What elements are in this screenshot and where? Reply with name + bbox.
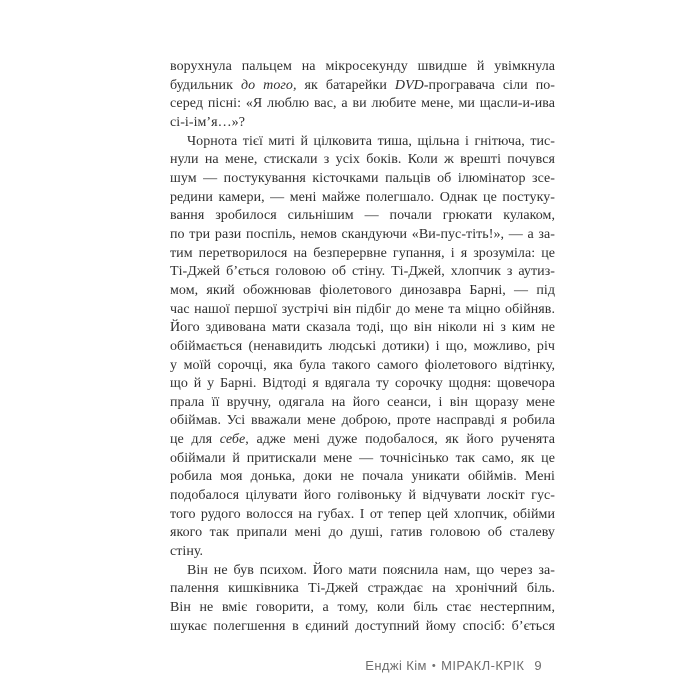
text-segment: тим перетворилося на безперервне гупання, і я зрозуміла: це xyxy=(170,245,555,261)
text-segment: того рудого волосся на губах. І от тепер цей хлопчик, обійми xyxy=(170,506,555,522)
text-segment: це для xyxy=(170,432,220,448)
text-line xyxy=(170,543,555,562)
text-segment: час нашої першої зустрічі він підбіг до мене та міцно обійняв. xyxy=(170,301,555,317)
italic-text-segment: себе xyxy=(219,432,246,448)
text-line xyxy=(170,207,555,226)
text-line xyxy=(170,506,555,525)
text-line xyxy=(170,189,555,208)
text-segment: Він не був психом. Його мати пояснила нам, що через за- xyxy=(187,562,555,578)
text-line xyxy=(170,226,555,245)
text-segment: що й у Барні. Відтоді я вдягала ту сорочку щодня: щовечора xyxy=(170,376,555,392)
text-line xyxy=(170,95,555,114)
text-segment: якого так припали мені до душі, гатив головою об сталеву xyxy=(170,525,555,541)
text-line xyxy=(170,170,555,189)
text-segment: редини камери, — мені майже полегшало. Однак це постуку- xyxy=(170,189,555,205)
text-line xyxy=(170,599,555,618)
text-segment: мом, який обожнював фіолетового динозавра Барні, — під xyxy=(170,282,555,298)
text-segment: подобалося цілувати його голівоньку й відчувати лоскіт гус- xyxy=(170,488,555,504)
text-segment: палення кишківника Ті-Джей страждає на хронічний біль. xyxy=(170,581,555,597)
text-line xyxy=(170,77,555,96)
text-line xyxy=(170,301,555,320)
text-segment: стіну. xyxy=(170,544,204,560)
footer-separator-bullet: • xyxy=(431,660,437,672)
text-segment: -програвача сіли по- xyxy=(423,77,555,93)
text-segment: будильник xyxy=(170,77,241,93)
italic-text-segment: до того, xyxy=(240,77,297,93)
footer-page-number: 9 xyxy=(534,658,542,673)
text-line xyxy=(170,338,555,357)
text-line xyxy=(170,245,555,264)
footer-book-title: МІРАКЛ-КРІК xyxy=(441,658,525,673)
text-segment: Ті-Джей б’ється головою об стіну. Ті-Джей, хлопчик з аутиз- xyxy=(170,264,555,280)
text-segment: нули на мене, стискали з усіх боків. Коли ж врешті почувся xyxy=(170,152,555,168)
footer-author: Енджі Кім xyxy=(365,658,427,673)
text-line xyxy=(170,412,555,431)
text-line xyxy=(170,319,555,338)
page-footer xyxy=(170,658,542,674)
page-text-block xyxy=(170,58,555,636)
text-line xyxy=(170,431,555,450)
text-segment: обіймав. Усі вважали мене доброю, проте насправді я робила xyxy=(170,413,555,429)
text-line xyxy=(170,263,555,282)
text-segment: обіймається (ненавидить людські дотики) і що, можливо, річ xyxy=(170,338,555,354)
text-line xyxy=(170,450,555,469)
text-line xyxy=(170,580,555,599)
text-segment: робила моя донька, доки не почала уникати обіймів. Мені xyxy=(170,469,555,485)
text-segment: вання зробилося сильнішим — почали грюкати кулаком, xyxy=(170,208,555,224)
text-segment: сі-і-ім’я…»? xyxy=(170,114,245,130)
text-line xyxy=(170,394,555,413)
text-segment: прала її вручну, одягала на його сеанси, і він щоразу мене xyxy=(170,394,555,410)
text-line xyxy=(170,562,555,581)
text-segment: обіймали й притискали мене — точнісінько так само, як це xyxy=(170,450,555,466)
text-line xyxy=(170,375,555,394)
text-segment: як батарейки xyxy=(296,77,395,93)
text-segment: шукає полегшення в єдиний доступний йому спосіб: б’ється xyxy=(170,618,555,634)
text-line xyxy=(170,468,555,487)
text-line xyxy=(170,114,555,133)
text-segment: по три рази поспіль, немов скандуючи «Ви-пус-тіть!», — а за- xyxy=(170,226,555,242)
text-segment: , адже мені дуже подобалося, як його рученята xyxy=(245,432,555,448)
text-segment: ворухнула пальцем на мікросекунду швидше й увімкнула xyxy=(170,59,555,74)
text-segment: Чорнота тієї миті й цілковита тиша, щільна і гнітюча, тис- xyxy=(187,133,555,149)
text-segment: серед пісні: «Я люблю вас, а ви любите мене, ми щасли-и-ива xyxy=(170,96,555,112)
text-line xyxy=(170,487,555,506)
text-segment: шум — постукування кісточками пальців об ілюмінатор зсе- xyxy=(170,170,555,186)
text-segment: Він не вміє говорити, а тому, коли біль стає нестерпним, xyxy=(170,600,555,616)
text-segment: у моїй сорочці, яка була такого самого фіолетового відтінку, xyxy=(170,357,555,373)
text-line xyxy=(170,133,555,152)
text-line xyxy=(170,282,555,301)
text-line xyxy=(170,58,555,77)
italic-text-segment: DVD xyxy=(394,77,424,93)
text-line xyxy=(170,151,555,170)
text-segment: Його здивована мати сказала тоді, що він ніколи ні з ким не xyxy=(170,320,555,336)
text-line xyxy=(170,618,555,637)
text-line xyxy=(170,357,555,376)
text-line xyxy=(170,524,555,543)
